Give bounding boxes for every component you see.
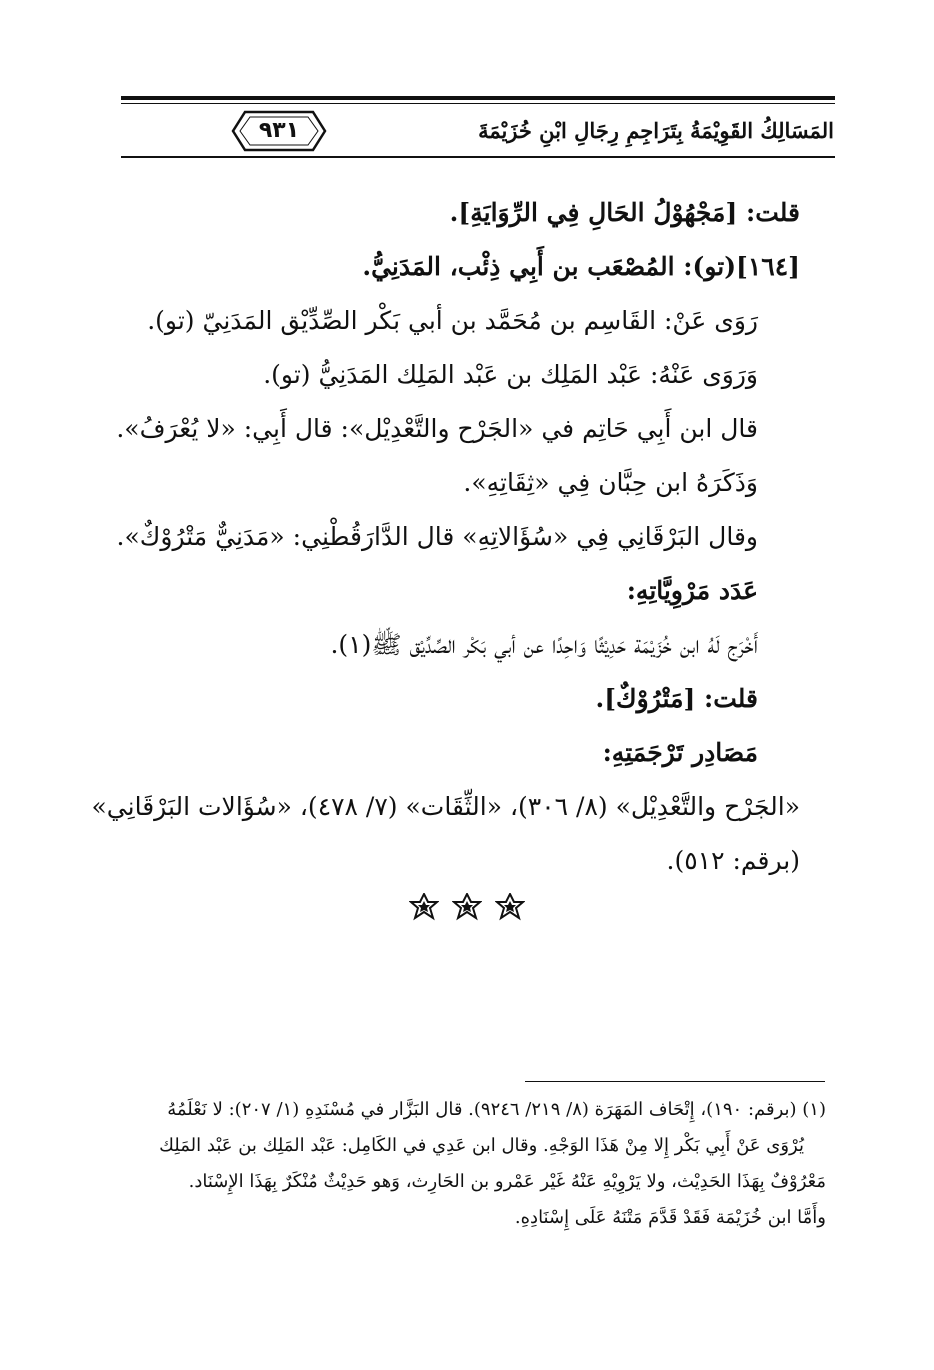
- star-ornament-icon: [495, 893, 525, 923]
- text-line-ibn-khuzaymah: أَخْرَج لَهُ ابن خُزَيْمَة حَدِيْثًا وَاحِدًا عن أبي بَكْر الصِّدِّيْق ﷺ(١).: [330, 630, 758, 659]
- footnote-line: (١) (برقم: ١٩٠)، إِتْحَاف المَهَرَة (٨/ ٢١٩/ ٩٢٤٦). قال البَزَّار في مُسْنَدِهِ (١/ ٢٠٧): لا نَعْلَمُهُ: [167, 1099, 826, 1120]
- text-line-sources-cont: (برقم: ٥١٢).: [666, 846, 800, 875]
- header-rule-bottom: [121, 156, 835, 158]
- footnote-line: يُرْوَى عَنْ أَبِي بَكْر إِلا مِنْ هَذَا الوَجْهِ. وقال ابن عَدِي في الكَامِل: عَبْد المَلِك بن عَبْد المَلِك: [159, 1135, 804, 1156]
- text-line-sources: «الجَرْح والتَّعْدِيْل» (٨/ ٣٠٦)، «الثِّقَات» (٧/ ٤٧٨)، «سُؤَالات البَرْقَانِي»: [91, 792, 800, 821]
- header-rule-thin: [121, 103, 835, 104]
- text-line-count-heading: عَدَد مَرْوِيَّاتِهِ:: [626, 576, 758, 605]
- text-line-verdict: قلت: [مَجْهُوْلُ الحَالِ فِي الرِّوَايَةِ].: [449, 198, 800, 227]
- text-line-ibn-hibban: وَذَكَرَهُ ابن حِبَّان فِي «ثِقَاتِهِ».: [463, 468, 758, 497]
- text-line-abi-hatim: قال ابن أَبِي حَاتِم في «الجَرْح والتَّعْدِيْل»: قال أَبِي: «لا يُعْرَفُ».: [116, 414, 758, 443]
- text-line-sources-heading: مَصَادِر تَرْجَمَتِهِ:: [602, 738, 758, 767]
- text-line-barqani: وقال البَرْقَانِي فِي «سُؤَالاتِهِ» قال الدَّارَقُطْنِي: «مَدَنِيٌّ مَتْرُوْكٌ».: [116, 522, 758, 551]
- section-divider: [0, 893, 934, 933]
- footnotes: [100, 1092, 826, 1236]
- text-line-verdict-2: قلت: [مَتْرُوْكٌ].: [595, 684, 758, 713]
- header-rule-thick: [121, 96, 835, 100]
- main-text: [91, 186, 800, 888]
- star-ornament-icon: [409, 893, 439, 923]
- running-title: المَسَالِكُ القَوِيْمَةُ بِتَرَاجِمِ رِجَالِ ابْنِ خُزَيْمَةَ: [478, 118, 834, 143]
- footnote-line: وأَمَّا ابن خُزَيْمَة فَقَدْ قَدَّمَ مَتْنَهُ عَلَى إِسْنَادِهِ.: [514, 1207, 826, 1228]
- text-line-narrated-from: رَوَى عَنْ: القَاسِم بن مُحَمَّد بن أبي بَكْر الصِّدِّيْق المَدَنِيّ (تو).: [147, 306, 758, 335]
- text-line-entry-heading: [١٦٤](تو): المُصْعَب بن أَبِي ذِئْب، المَدَنِيُّ.: [362, 252, 800, 281]
- text-line-narrated-by: وَرَوَى عَنْهُ: عَبْد المَلِك بن عَبْد المَلِك المَدَنِيُّ (تو).: [263, 360, 758, 389]
- page-number: ٩٣١: [258, 118, 300, 143]
- footnote-line: مَعْرُوْفٌ بِهَذَا الحَدِيْث، ولا يَرْوِيْهِ عَنْهُ غَيْر عَمْرو بن الحَارِث، وَهو حَدِيْثٌ مُنْكَرٌ بِهَذَا الإِسْنَاد.: [188, 1171, 826, 1192]
- star-ornament-icon: [452, 893, 482, 923]
- footnote-separator: [525, 1081, 825, 1082]
